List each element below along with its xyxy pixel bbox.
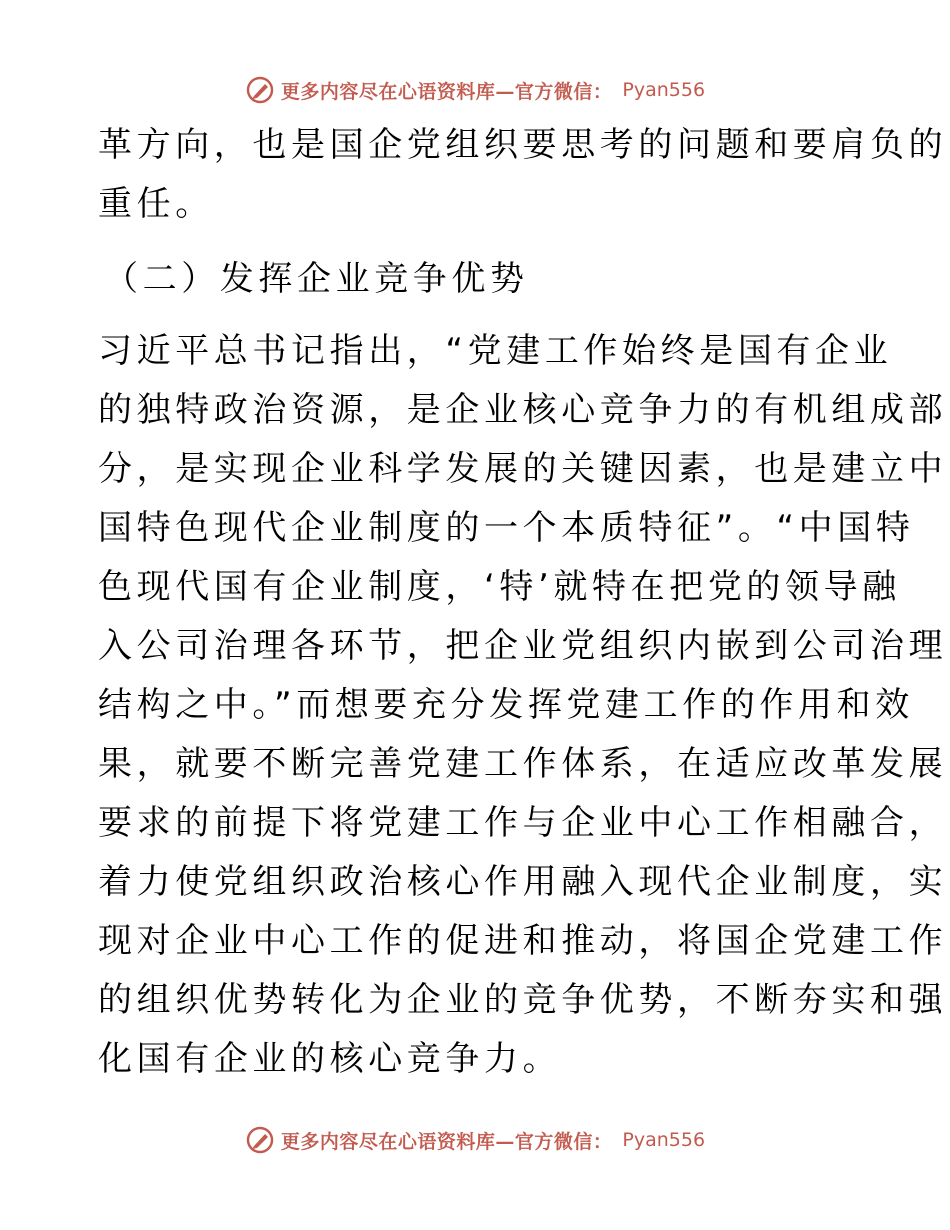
section-heading [104,250,864,309]
pen-logo-icon [245,1125,275,1155]
text-line: 现对企业中心工作的促进和推动，将国企党建工作 [98,921,948,961]
text-line: 革方向，也是国企党组织要思考的问题和要肩负的 [98,125,948,165]
watermark-wechat-id: Pyan556 [622,79,706,101]
paragraph-continuation [98,116,948,234]
text-line: 要求的前提下将党建工作与企业中心工作相融合， [98,803,948,843]
body-paragraph [98,322,948,1089]
text-line: 分，是实现企业科学发展的关键因素，也是建立中 [98,449,948,489]
text-line: 结构之中。”而想要充分发挥党建工作的作用和效 [98,685,914,725]
text-line: 的组织优势转化为企业的竞争优势，不断夯实和强 [98,980,948,1020]
text-line: 重任。 [98,184,214,224]
text-line: 化国有企业的核心竞争力。 [98,1039,562,1079]
header-watermark [0,70,950,110]
watermark-text: 更多内容尽在心语资料库—官方微信： [280,80,613,103]
text-line: 着力使党组织政治核心作用融入现代企业制度，实 [98,862,948,902]
section-heading-text: （二）发挥企业竞争优势 [104,259,529,299]
footer-watermark [0,1120,950,1160]
text-line: 果，就要不断完善党建工作体系，在适应改革发展 [98,744,948,784]
watermark-text: 更多内容尽在心语资料库—官方微信： [280,1130,613,1153]
text-line: 入公司治理各环节，把企业党组织内嵌到公司治理 [98,626,948,666]
text-line: 色现代国有企业制度，‘特’就特在把党的领导融 [98,567,901,607]
pen-logo-icon [245,75,275,105]
text-line: 的独特政治资源，是企业核心竞争力的有机组成部 [98,390,948,430]
watermark-wechat-id: Pyan556 [622,1129,706,1151]
text-line: 习近平总书记指出，“党建工作始终是国有企业 [98,331,893,371]
text-line: 国特色现代企业制度的一个本质特征”。“中国特 [98,508,915,548]
